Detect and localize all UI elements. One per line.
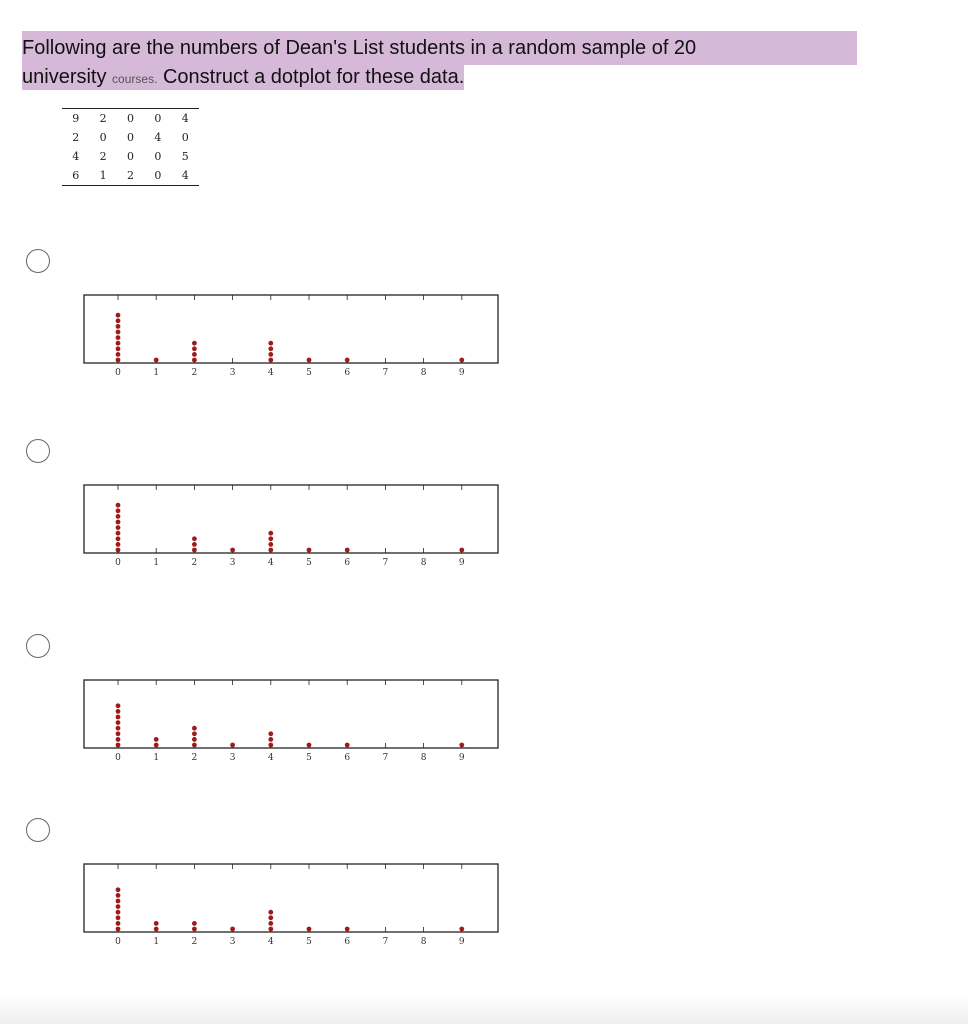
data-dot [268,341,273,346]
tick-label: 1 [153,558,160,568]
tick-label: 7 [382,753,389,763]
tick-label: 1 [153,753,160,763]
data-dot [116,548,121,553]
tick-label: 3 [229,753,236,763]
data-table-cell: 2 [99,150,107,163]
option-4-dotplot [82,862,502,954]
tick-label: 6 [344,937,351,947]
tick-label: 9 [458,753,465,763]
data-dot [268,358,273,363]
data-dot [192,548,197,553]
data-dot [116,318,121,323]
data-dot [116,915,121,920]
data-dot [307,358,312,363]
tick-label: 3 [229,368,236,378]
data-dot [192,726,197,731]
tick-label: 3 [229,937,236,947]
data-dot [116,542,121,547]
data-dot [192,346,197,351]
data-dot [268,921,273,926]
data-dot [459,743,464,748]
data-dot [116,899,121,904]
data-dot [192,341,197,346]
tick-label: 5 [306,753,312,763]
tick-label: 7 [382,368,389,378]
data-dot [268,927,273,932]
data-table-cell: 2 [72,131,80,144]
data-table-row [62,147,199,166]
data-dot [192,737,197,742]
data-table-row [62,166,199,186]
data-dot [116,904,121,909]
question-line-2a: university [22,66,107,88]
data-dot [116,726,121,731]
data-dot [116,335,121,340]
data-dot [116,927,121,932]
tick-label: 9 [458,368,465,378]
data-dot [116,358,121,363]
question-line-2-small: courses. [112,72,158,86]
tick-label: 2 [191,368,198,378]
data-dot [154,737,159,742]
plot-frame [84,485,498,553]
data-dot [268,731,273,736]
data-dot [116,743,121,748]
tick-label: 0 [115,937,121,947]
data-dot [268,743,273,748]
data-dot [192,731,197,736]
question-line-2b: Construct a dotplot for these data. [162,66,465,88]
data-dot [268,536,273,541]
tick-label: 7 [382,558,389,568]
tick-label: 4 [267,558,274,568]
data-dot [116,341,121,346]
data-dot [192,358,197,363]
data-dot [154,921,159,926]
tick-label: 5 [306,558,312,568]
data-table-row [62,128,199,147]
data-dot [116,720,121,725]
tick-label: 4 [267,937,274,947]
data-dot [192,927,197,932]
data-dot [116,715,121,720]
tick-label: 6 [344,753,351,763]
data-table-cell: 4 [154,131,162,144]
dotplot-svg [82,293,502,385]
data-dot [192,921,197,926]
data-dot [116,508,121,513]
option-1-dotplot [82,293,502,385]
data-table-cell: 2 [99,112,107,125]
data-dot [116,330,121,335]
data-table-cell: 0 [126,112,134,125]
data-dot [307,743,312,748]
data-dot [116,709,121,714]
plot-frame [84,295,498,363]
option-2-dotplot [82,483,502,575]
data-dot [116,737,121,742]
data-table-cell: 0 [154,112,162,125]
data-dot [116,313,121,318]
data-table-cell: 4 [181,112,189,125]
data-dot [268,548,273,553]
data-dot [116,525,121,530]
data-dot [116,324,121,329]
data-table-cell: 0 [126,131,134,144]
data-dot [192,352,197,357]
data-dot [459,358,464,363]
data-dot [268,346,273,351]
data-dot [459,927,464,932]
data-dot [268,910,273,915]
bottom-bar [0,996,968,1024]
data-table-row [62,109,199,129]
data-dot [268,531,273,536]
data-table-cell: 9 [72,112,80,125]
data-dot [154,358,159,363]
tick-label: 1 [153,368,160,378]
data-table-cell: 0 [99,131,107,144]
tick-label: 9 [458,937,465,947]
tick-label: 4 [267,368,274,378]
option-2-radio[interactable] [26,439,50,463]
tick-label: 8 [420,753,427,763]
data-dot [116,520,121,525]
plot-frame [84,680,498,748]
question-text [22,31,857,93]
data-dot [192,536,197,541]
data-dot [268,542,273,547]
tick-label: 6 [344,368,351,378]
option-1-radio[interactable] [26,249,50,273]
option-3-dotplot [82,678,502,770]
data-dot [116,503,121,508]
dotplot-svg [82,862,502,954]
data-dot [268,737,273,742]
data-dot [230,743,235,748]
data-table-cell: 2 [126,169,134,182]
data-dot [116,346,121,351]
option-3-radio[interactable] [26,634,50,658]
tick-label: 5 [306,937,312,947]
question-line-1: Following are the numbers of Dean's List students in a random sample of 20 [22,31,857,65]
plot-frame [84,864,498,932]
data-dot [116,514,121,519]
tick-label: 6 [344,558,351,568]
data-dot [268,915,273,920]
data-dot [307,927,312,932]
tick-label: 9 [458,558,465,568]
data-dot [230,927,235,932]
tick-label: 8 [420,368,427,378]
data-dot [345,743,350,748]
data-dot [345,927,350,932]
tick-label: 5 [306,368,312,378]
data-dot [192,743,197,748]
dotplot-svg [82,483,502,575]
data-table-cell: 0 [181,131,189,144]
data-dot [192,542,197,547]
data-table-cell: 0 [126,150,134,163]
data-dot [116,921,121,926]
tick-label: 8 [420,937,427,947]
data-table-cell: 4 [72,150,80,163]
data-dot [307,548,312,553]
data-dot [459,548,464,553]
data-dot [116,352,121,357]
data-dot [116,531,121,536]
data-dot [116,703,121,708]
data-dot [116,910,121,915]
tick-label: 7 [382,937,389,947]
data-dot [116,731,121,736]
tick-label: 2 [191,937,198,947]
data-dot [268,352,273,357]
tick-label: 0 [115,368,121,378]
data-dot [230,548,235,553]
tick-label: 0 [115,753,121,763]
tick-label: 2 [191,753,198,763]
tick-label: 8 [420,558,427,568]
data-dot [116,536,121,541]
data-table-cell: 0 [154,150,162,163]
data-dot [154,927,159,932]
data-dot [116,893,121,898]
tick-label: 3 [229,558,236,568]
data-dot [345,358,350,363]
data-dot [154,743,159,748]
data-table-cell: 0 [154,169,162,182]
data-dot [345,548,350,553]
tick-label: 2 [191,558,198,568]
tick-label: 4 [267,753,274,763]
data-table-cell: 1 [99,169,107,182]
data-table-cell: 4 [181,169,189,182]
data-dot [116,887,121,892]
dotplot-svg [82,678,502,770]
data-table [62,108,199,186]
data-table-cell: 5 [181,150,189,163]
data-table-cell: 6 [72,169,80,182]
tick-label: 1 [153,937,160,947]
option-4-radio[interactable] [26,818,50,842]
tick-label: 0 [115,558,121,568]
